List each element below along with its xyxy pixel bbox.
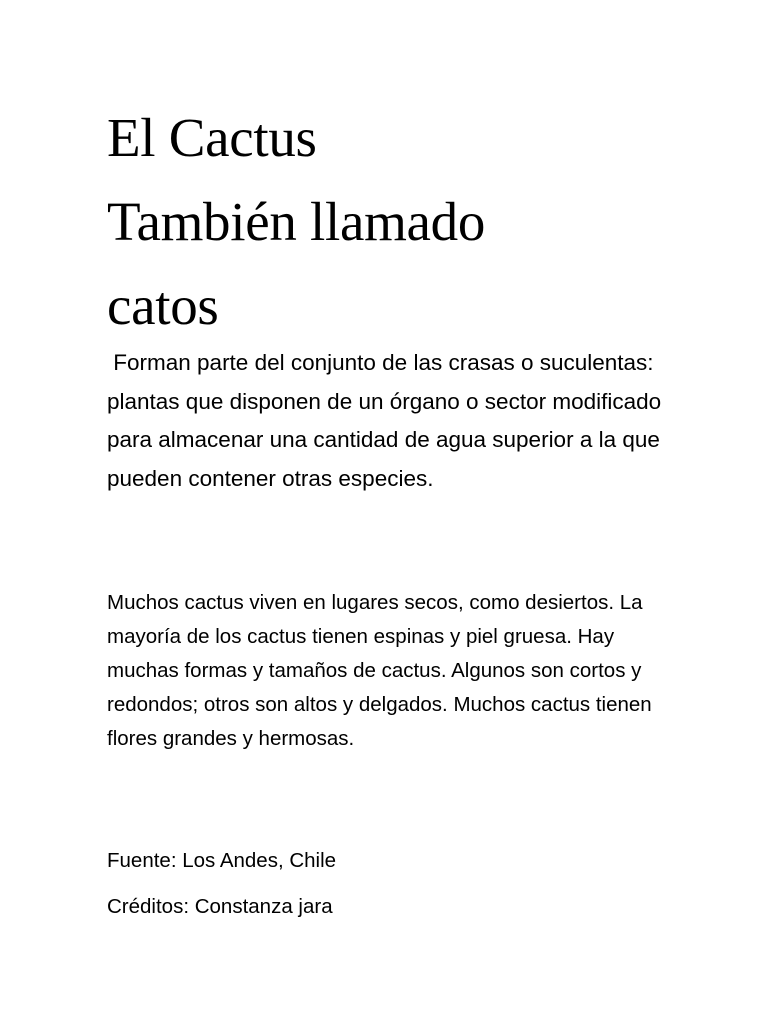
description-paragraph: Muchos cactus viven en lugares secos, como desiertos. La mayoría de los cactus tienen espinas y piel gruesa. Hay muchas formas y tamaños de cactus. Algunos son cortos y redondos; otros son altos y delgados. Muchos cactus tienen flores grandes y hermosas. [107,591,652,750]
title-line-1: El Cactus [107,107,317,168]
title-line-2: También llamado [107,191,486,252]
title-line-3: catos [107,275,219,336]
document-title [107,96,707,348]
source-line: Fuente: Los Andes, Chile [107,849,337,872]
credits-line: Créditos: Constanza jara [107,895,333,918]
intro-paragraph: Forman parte del conjunto de las crasas o suculentas: plantas que disponen de un órgano o sector modificado para almacenar una cantidad de agua superior a la que pueden contener otras especies. [107,350,668,491]
